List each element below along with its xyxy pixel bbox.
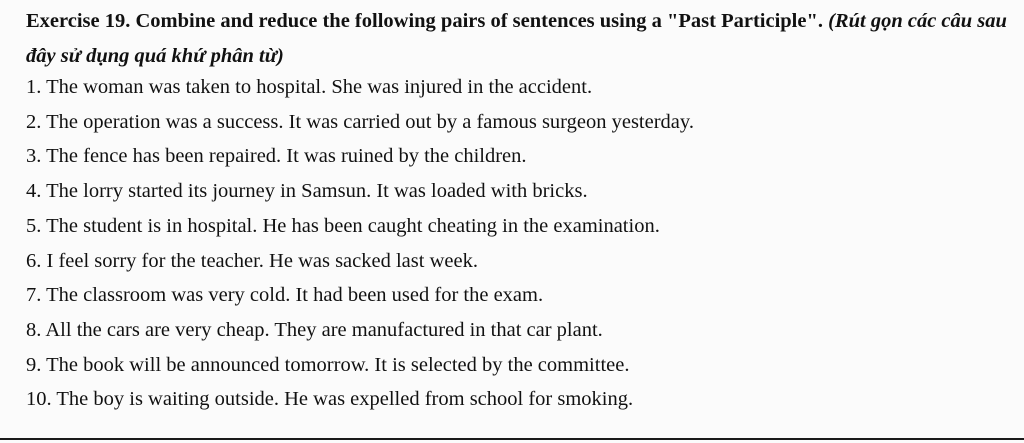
exercise-heading bbox=[26, 4, 1016, 74]
list-item: 7. The classroom was very cold. It had been used for the exam. bbox=[26, 284, 544, 307]
exercise-title: Exercise 19. Combine and reduce the following pairs of sentences using a "Past Participle". bbox=[26, 10, 829, 32]
bottom-divider bbox=[0, 438, 1024, 440]
exercise-title-vietnamese: (Rút gọn các câu sau đây sử dụng quá khứ phân từ) bbox=[26, 10, 1007, 67]
list-item: 5. The student is in hospital. He has been caught cheating in the examination. bbox=[26, 214, 660, 237]
list-item: 2. The operation was a success. It was carried out by a famous surgeon yesterday. bbox=[26, 110, 694, 133]
list-item: 1. The woman was taken to hospital. She was injured in the accident. bbox=[26, 76, 593, 98]
list-item: 10. The boy is waiting outside. He was expelled from school for smoking. bbox=[26, 388, 634, 411]
list-item: 6. I feel sorry for the teacher. He was sacked last week. bbox=[26, 249, 478, 272]
list-item: 4. The lorry started its journey in Samsun. It was loaded with bricks. bbox=[26, 180, 588, 203]
list-item: 8. All the cars are very cheap. They are manufactured in that car plant. bbox=[26, 318, 603, 341]
sentence-list bbox=[26, 70, 1016, 417]
list-item: 3. The fence has been repaired. It was ruined by the children. bbox=[26, 145, 527, 168]
list-item: 9. The book will be announced tomorrow. It is selected by the committee. bbox=[26, 353, 630, 376]
